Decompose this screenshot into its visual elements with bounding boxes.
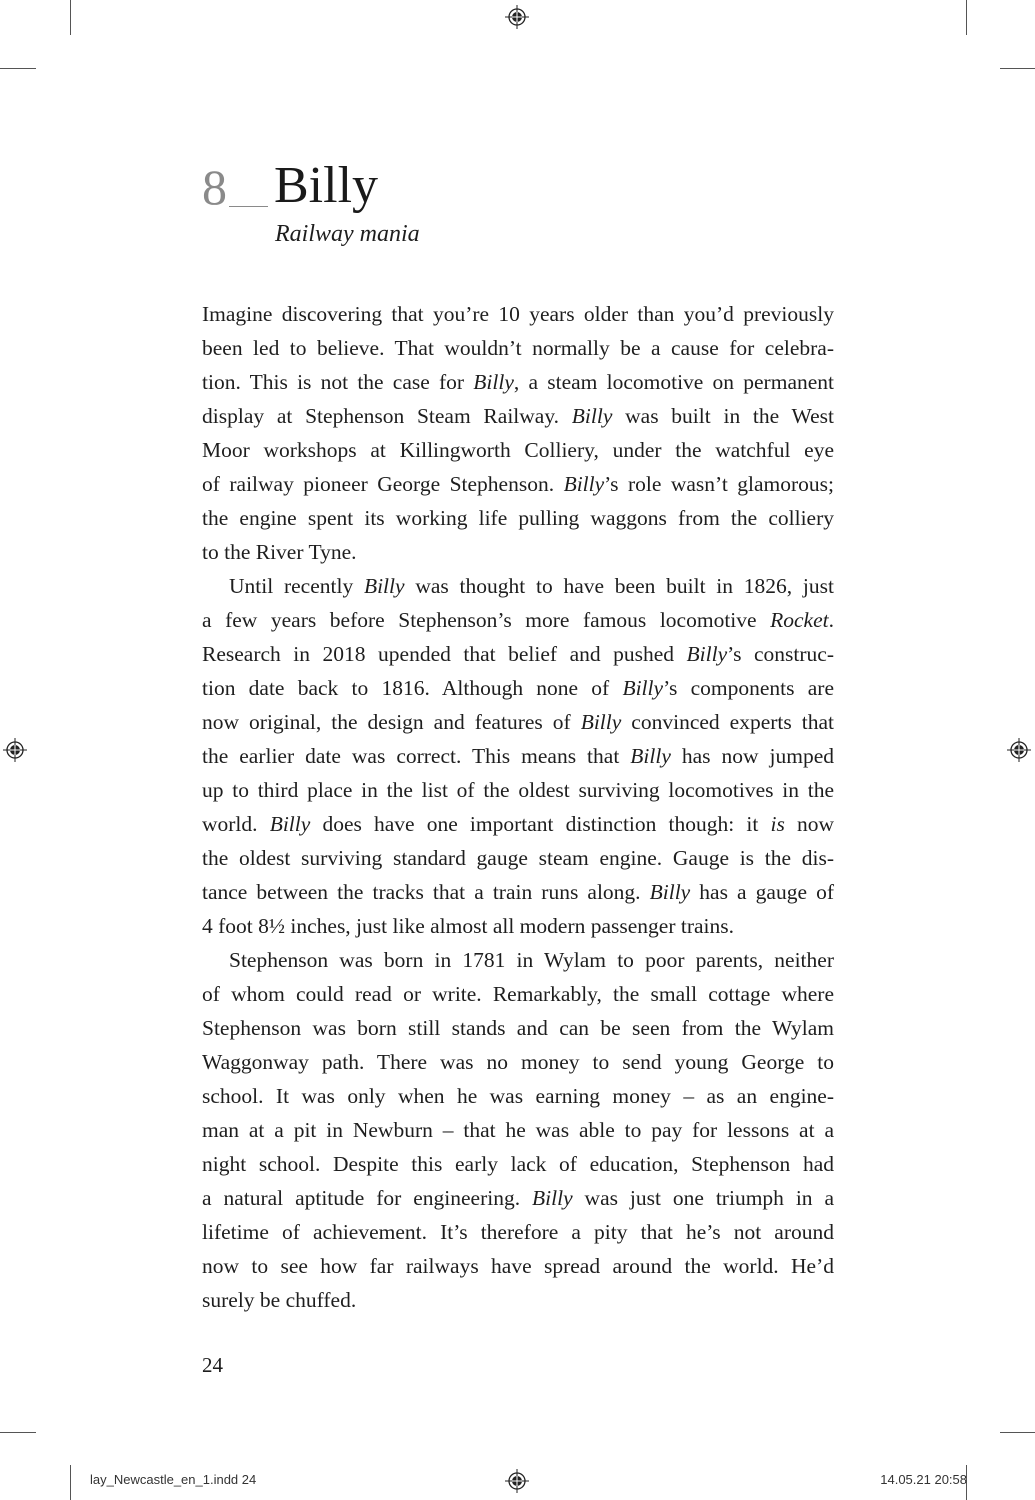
italic-text: Billy (563, 472, 605, 496)
crop-mark (0, 1432, 36, 1433)
body-text (202, 297, 834, 1317)
italic-text: Billy (363, 574, 405, 598)
text-segment: world. (202, 812, 270, 836)
text-segment: . (828, 608, 834, 632)
italic-text: Billy (473, 370, 514, 394)
text-segment: of railway pioneer George Stephenson. (202, 472, 564, 496)
text-line (202, 535, 834, 569)
registration-mark-icon (1007, 738, 1031, 762)
text-line (202, 1249, 834, 1283)
text-line (202, 331, 834, 365)
text-segment: was thought to have been built in 1826, just (404, 574, 834, 598)
text-segment: now to see how far railways have spread around the world. He’d (202, 1254, 834, 1278)
text-segment: Waggonway path. There was no money to send young George to (202, 1050, 834, 1074)
chapter-number: 8 (202, 159, 227, 215)
text-segment: was just one triumph in a (572, 1186, 835, 1210)
italic-text: Billy (622, 676, 664, 700)
text-segment: ’s components are (663, 676, 834, 700)
text-segment: Moor workshops at Killingworth Colliery, under the watchful eye (202, 438, 834, 462)
slug-filename: lay_Newcastle_en_1.indd 24 (90, 1472, 257, 1487)
text-segment: ’s role wasn’t glamorous; (604, 472, 834, 496)
text-segment: display at Stephenson Steam Railway. (202, 404, 572, 428)
text-segment: Until recently (229, 574, 364, 598)
text-segment: night school. Despite this early lack of education, Stephenson had (202, 1152, 834, 1176)
text-segment: surely be chuffed. (202, 1288, 357, 1312)
chapter-title: Billy (274, 157, 379, 214)
text-line (202, 875, 834, 909)
text-line (202, 433, 834, 467)
text-line (202, 943, 834, 977)
text-segment: of whom could read or write. Remarkably, the small cottage where (202, 982, 834, 1006)
chapter-rule (229, 206, 268, 207)
text-line (202, 807, 834, 841)
text-segment: Stephenson was born still stands and can be seen from the Wylam (202, 1016, 834, 1040)
text-line (202, 1113, 834, 1147)
text-segment: , a steam locomotive on permanent (513, 370, 834, 394)
text-line (202, 1011, 834, 1045)
text-segment: tance between the tracks that a train runs along. (202, 880, 650, 904)
italic-text: Billy (649, 880, 691, 904)
registration-mark-icon (505, 5, 529, 29)
text-line (202, 1283, 834, 1317)
text-line (202, 705, 834, 739)
text-segment: was built in the West (612, 404, 834, 428)
text-line (202, 399, 834, 433)
text-segment: been led to believe. That wouldn’t normally be a cause for celebra- (202, 336, 834, 360)
text-line (202, 909, 834, 943)
italic-text: Billy (571, 404, 613, 428)
text-segment: to the River Tyne. (202, 540, 357, 564)
text-segment: 4 foot 8½ inches, just like almost all modern passenger trains. (202, 914, 735, 938)
registration-mark-icon (505, 1469, 529, 1493)
text-segment: lifetime of achievement. It’s therefore a pity that he’s not around (202, 1220, 834, 1244)
text-segment: ’s construc- (727, 642, 834, 666)
slug-timestamp: 14.05.21 20:58 (880, 1472, 967, 1487)
italic-text: Billy (269, 812, 311, 836)
text-line (202, 841, 834, 875)
text-line (202, 365, 834, 399)
italic-text: is (770, 812, 785, 836)
text-line (202, 977, 834, 1011)
text-segment: now original, the design and features of (202, 710, 581, 734)
italic-text: Billy (630, 744, 671, 768)
text-segment: the engine spent its working life pulling waggons from the colliery (202, 506, 834, 530)
text-segment: convinced experts that (621, 710, 834, 734)
paragraph (202, 943, 834, 1317)
text-segment: a natural aptitude for engineering. (202, 1186, 533, 1210)
text-segment: a few years before Stephenson’s more famous locomotive (202, 608, 771, 632)
text-segment: up to third place in the list of the oldest surviving locomotives in the (202, 778, 834, 802)
italic-text: Rocket (770, 608, 829, 632)
crop-mark (966, 0, 967, 35)
text-segment: Stephenson was born in 1781 in Wylam to poor parents, neither (229, 948, 834, 972)
crop-mark (70, 1465, 71, 1500)
text-segment: Imagine discovering that you’re 10 years older than you’d previously (202, 302, 834, 326)
text-segment: has a gauge of (690, 880, 834, 904)
text-line (202, 297, 834, 331)
text-line (202, 1079, 834, 1113)
chapter-subtitle: Railway mania (275, 221, 420, 247)
text-segment: has now jumped (670, 744, 834, 768)
text-segment: tion. This is not the case for (202, 370, 474, 394)
text-line (202, 569, 834, 603)
italic-text: Billy (532, 1186, 573, 1210)
text-line (202, 603, 834, 637)
text-segment: the oldest surviving standard gauge steam engine. Gauge is the dis- (202, 846, 834, 870)
crop-mark (70, 0, 71, 35)
crop-mark (0, 68, 36, 69)
crop-mark (1000, 1432, 1035, 1433)
text-line (202, 637, 834, 671)
text-line (202, 1045, 834, 1079)
text-segment: now (784, 812, 834, 836)
text-segment: does have one important distinction though: it (310, 812, 771, 836)
text-line (202, 1215, 834, 1249)
paragraph (202, 297, 834, 569)
text-line (202, 671, 834, 705)
italic-text: Billy (580, 710, 622, 734)
paragraph (202, 569, 834, 943)
text-line (202, 773, 834, 807)
text-line (202, 501, 834, 535)
text-line (202, 467, 834, 501)
page-number: 24 (202, 1353, 223, 1377)
text-segment: Research in 2018 upended that belief and pushed (202, 642, 687, 666)
crop-mark (1000, 68, 1035, 69)
text-line (202, 1181, 834, 1215)
text-line (202, 1147, 834, 1181)
text-segment: tion date back to 1816. Although none of (202, 676, 623, 700)
italic-text: Billy (686, 642, 728, 666)
text-segment: the earlier date was correct. This means that (202, 744, 631, 768)
registration-mark-icon (3, 738, 27, 762)
text-segment: school. It was only when he was earning money – as an engine- (202, 1084, 834, 1108)
text-line (202, 739, 834, 773)
text-segment: man at a pit in Newburn – that he was able to pay for lessons at a (202, 1118, 834, 1142)
